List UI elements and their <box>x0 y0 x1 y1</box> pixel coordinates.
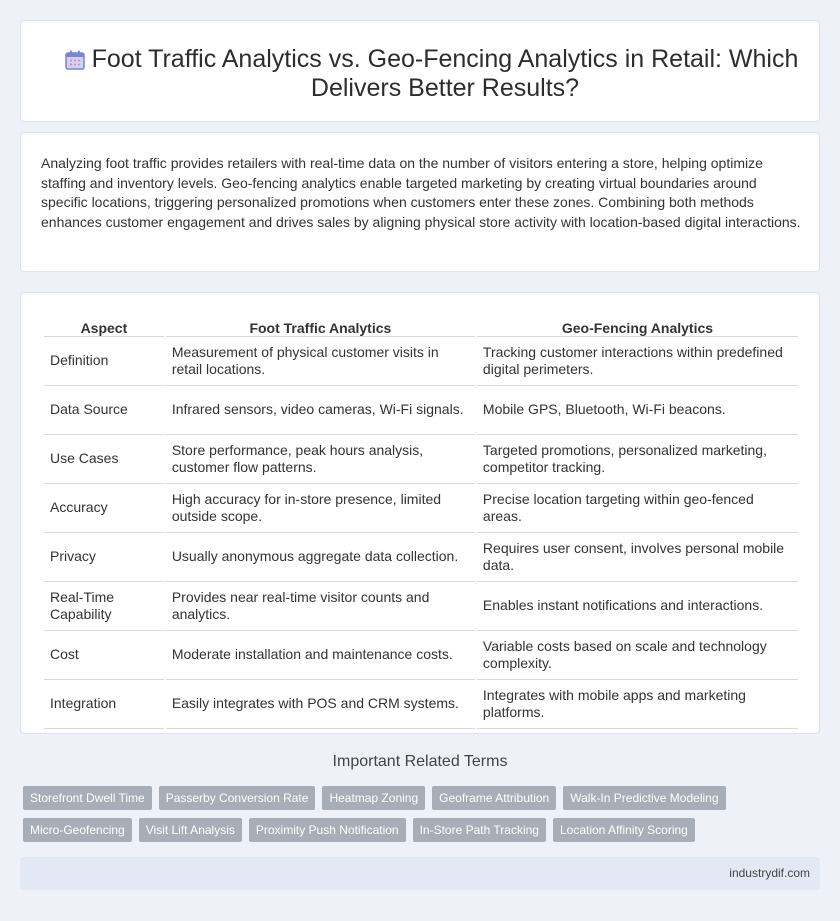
table-row <box>44 337 798 386</box>
intro-paragraph: Analyzing foot traffic provides retailers with real-time data on the number of visitors entering a store, helping optimize staffing and inventory levels. Geo-fencing analytics enable targeted marketing by creating virtual boundaries around specific locations, triggering personalized promotions when customers enter these zones. Combining both methods enhances customer engagement and drives sales by aligning physical store activity with location-based digital interactions. <box>41 155 801 230</box>
related-term-tag[interactable]: Storefront Dwell Time <box>23 786 152 810</box>
row-geo-fencing: Requires user consent, involves personal mobile data. <box>477 533 798 582</box>
row-foot-traffic: High accuracy for in-store presence, limited outside scope. <box>166 484 475 533</box>
row-geo-fencing: Integrates with mobile apps and marketing platforms. <box>477 680 798 729</box>
related-terms-list <box>23 786 743 842</box>
row-aspect: Accuracy <box>44 484 164 533</box>
related-term-tag[interactable]: Location Affinity Scoring <box>553 818 695 842</box>
row-foot-traffic: Moderate installation and maintenance costs. <box>166 631 475 680</box>
table-header-row <box>44 315 798 337</box>
comparison-table <box>42 315 800 729</box>
related-term-tag[interactable]: Micro-Geofencing <box>23 818 132 842</box>
row-geo-fencing: Mobile GPS, Bluetooth, Wi-Fi beacons. <box>477 386 798 435</box>
related-term-tag[interactable]: In-Store Path Tracking <box>413 818 546 842</box>
calendar-icon <box>63 48 87 72</box>
title-card <box>20 20 820 122</box>
row-aspect: Privacy <box>44 533 164 582</box>
related-term-tag[interactable]: Geoframe Attribution <box>432 786 556 810</box>
row-foot-traffic: Usually anonymous aggregate data collection. <box>166 533 475 582</box>
table-row <box>44 680 798 729</box>
row-geo-fencing: Enables instant notifications and interactions. <box>477 582 798 631</box>
related-term-tag[interactable]: Passerby Conversion Rate <box>159 786 316 810</box>
intro-card <box>20 132 820 272</box>
table-row <box>44 386 798 435</box>
header-aspect: Aspect <box>44 315 164 337</box>
row-geo-fencing: Variable costs based on scale and technology complexity. <box>477 631 798 680</box>
header-foot-traffic: Foot Traffic Analytics <box>166 315 475 337</box>
comparison-card <box>20 292 820 734</box>
header-geo-fencing: Geo-Fencing Analytics <box>477 315 798 337</box>
row-aspect: Data Source <box>44 386 164 435</box>
row-geo-fencing: Precise location targeting within geo-fenced areas. <box>477 484 798 533</box>
related-term-tag[interactable]: Visit Lift Analysis <box>139 818 242 842</box>
page-title: Foot Traffic Analytics vs. Geo-Fencing Analytics in Retail: Which Delivers Better Results? <box>91 45 799 102</box>
table-row <box>44 435 798 484</box>
row-foot-traffic: Measurement of physical customer visits in retail locations. <box>166 337 475 386</box>
footer-bar <box>20 857 820 890</box>
footer-site-link[interactable]: industrydif.com <box>729 866 810 880</box>
row-foot-traffic: Store performance, peak hours analysis, customer flow patterns. <box>166 435 475 484</box>
table-row <box>44 533 798 582</box>
row-foot-traffic: Infrared sensors, video cameras, Wi-Fi signals. <box>166 386 475 435</box>
related-term-tag[interactable]: Walk-In Predictive Modeling <box>563 786 725 810</box>
row-geo-fencing: Targeted promotions, personalized marketing, competitor tracking. <box>477 435 798 484</box>
row-aspect: Integration <box>44 680 164 729</box>
row-foot-traffic: Easily integrates with POS and CRM systems. <box>166 680 475 729</box>
table-row <box>44 484 798 533</box>
related-terms-heading: Important Related Terms <box>332 753 508 770</box>
row-aspect: Definition <box>44 337 164 386</box>
related-term-tag[interactable]: Proximity Push Notification <box>249 818 406 842</box>
row-aspect: Cost <box>44 631 164 680</box>
row-geo-fencing: Tracking customer interactions within predefined digital perimeters. <box>477 337 798 386</box>
table-row <box>44 582 798 631</box>
table-row <box>44 631 798 680</box>
row-foot-traffic: Provides near real-time visitor counts and analytics. <box>166 582 475 631</box>
row-aspect: Use Cases <box>44 435 164 484</box>
row-aspect: Real-Time Capability <box>44 582 164 631</box>
related-term-tag[interactable]: Heatmap Zoning <box>322 786 425 810</box>
